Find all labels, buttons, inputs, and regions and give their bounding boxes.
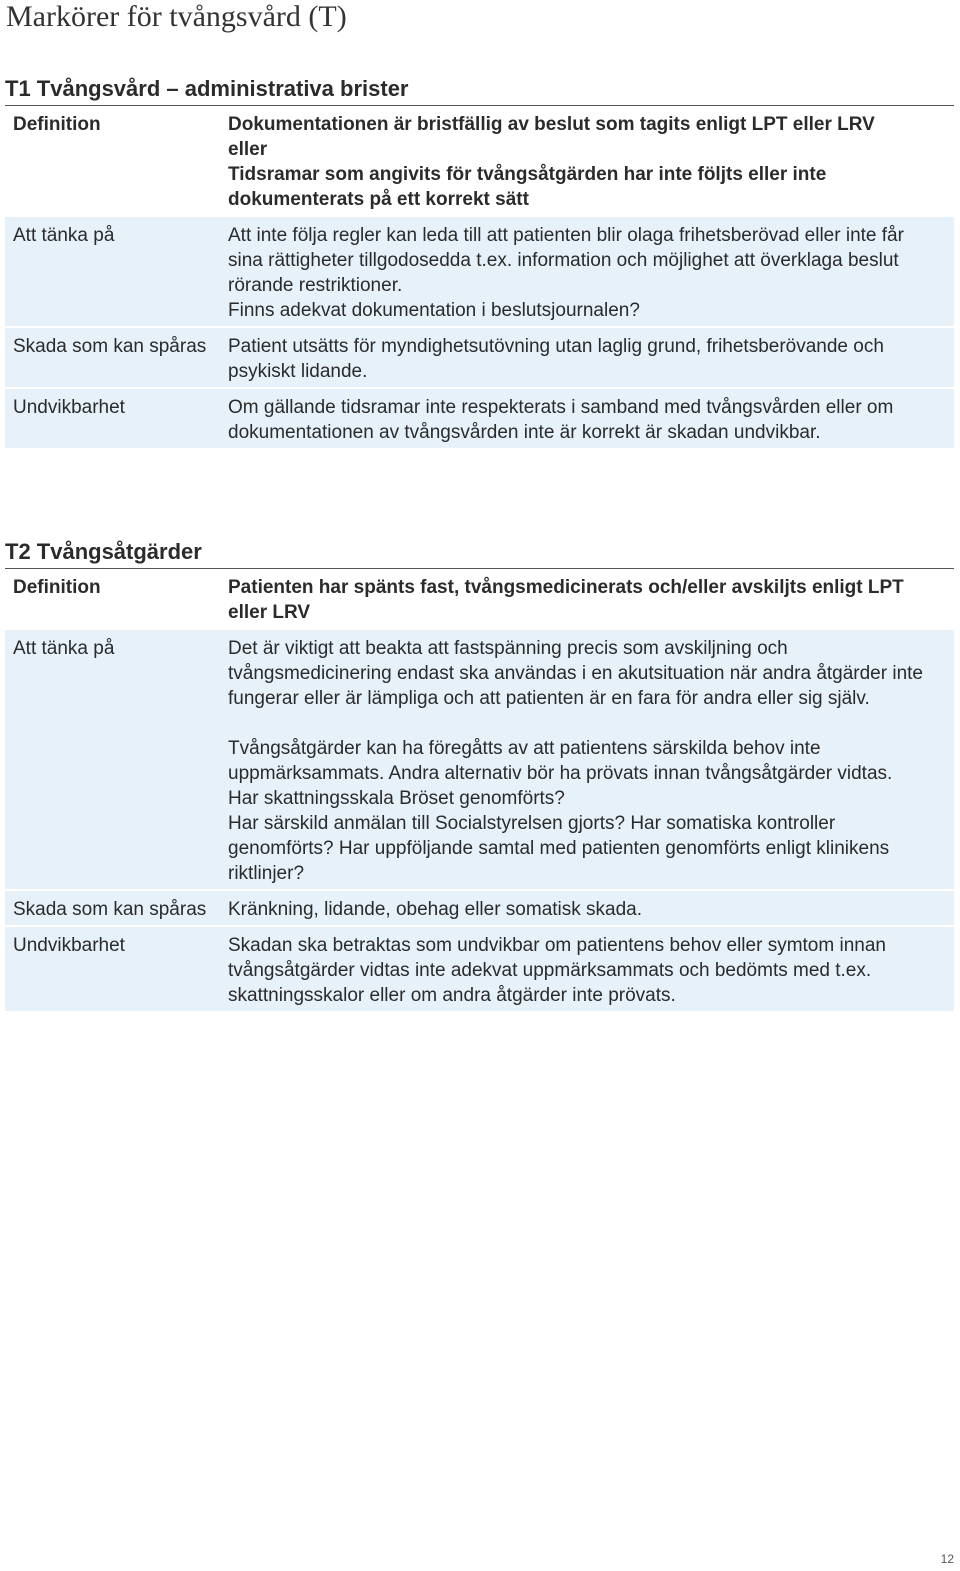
row-content	[228, 933, 954, 1008]
row-text: Har skattningsskala Bröset genomförts?	[228, 788, 565, 809]
table-row-undvikbarhet	[5, 927, 954, 1013]
row-label: Definition	[13, 577, 101, 598]
row-label: Definition	[13, 114, 101, 135]
table-row-skada	[5, 328, 954, 389]
row-label: Undvikbarhet	[13, 397, 125, 418]
page-title: Markörer för tvångsvård (T)	[6, 0, 347, 33]
table-row-undvikbarhet	[5, 389, 954, 450]
table-row-skada	[5, 891, 954, 927]
row-text: Patient utsätts för myndighetsutövning utan laglig grund, frihetsberövande och psykiskt lidande.	[228, 336, 884, 382]
row-content	[228, 223, 954, 323]
row-text: Patienten har spänts fast, tvångsmedicinerats och/eller avskiljts enligt LPT eller LRV	[228, 577, 904, 623]
row-text: Tidsramar som angivits för tvångsåtgärden har inte följts eller inte dokumenterats på ett korrekt sätt	[228, 164, 827, 210]
section-t1	[5, 76, 954, 450]
row-text: Finns adekvat dokumentation i beslutsjournalen?	[228, 300, 640, 321]
row-text: Det är viktigt att beakta att fastspänning precis som avskiljning och tvångsmedicinering endast ska användas i en akutsituation när andra åtgärder inte fungerar eller är lämpliga och att patienten är en fara för andra eller sig själv.	[228, 638, 923, 709]
section-t2	[5, 539, 954, 1013]
row-text: Tvångsåtgärder kan ha föregåtts av att patientens särskilda behov inte uppmärksammats. Andra alternativ bör ha prövats innan tvångsåtgärder vidtas.	[228, 738, 893, 784]
page-number: 12	[940, 1552, 954, 1566]
row-content	[228, 112, 954, 212]
row-label: Skada som kan spåras	[13, 899, 207, 920]
row-text: Kränkning, lidande, obehag eller somatisk skada.	[228, 899, 643, 920]
row-text: eller	[228, 139, 268, 160]
row-content	[228, 636, 954, 886]
row-label: Att tänka på	[13, 638, 115, 659]
row-content	[228, 575, 954, 625]
table-row-definition	[5, 106, 954, 217]
section-heading: T1 Tvångsvård – administrativa brister	[5, 76, 954, 106]
table-row-definition	[5, 569, 954, 630]
row-content	[228, 395, 954, 445]
row-label: Att tänka på	[13, 225, 115, 246]
row-text: Har särskild anmälan till Socialstyrelsen gjorts? Har somatiska kontroller genomförts? Har uppföljande samtal med patienten genomförts enligt klinikens riktlinjer?	[228, 813, 890, 884]
section-heading: T2 Tvångsåtgärder	[5, 539, 954, 569]
row-content	[228, 334, 954, 384]
row-text: Dokumentationen är bristfällig av beslut som tagits enligt LPT eller LRV	[228, 114, 875, 135]
row-text: Att inte följa regler kan leda till att patienten blir olaga frihetsberövad eller inte får sina rättigheter tillgodosedda t.ex. information och möjlighet att överklaga beslut rörande restriktioner.	[228, 225, 904, 296]
row-text: Om gällande tidsramar inte respekterats i samband med tvångsvården eller om dokumentationen av tvångsvården inte är korrekt är skadan undvikbar.	[228, 397, 894, 443]
row-label: Undvikbarhet	[13, 935, 125, 956]
row-label: Skada som kan spåras	[13, 336, 207, 357]
table-row-att-tanka-pa	[5, 217, 954, 328]
table-row-att-tanka-pa	[5, 630, 954, 891]
row-content	[228, 897, 954, 922]
row-text: Skadan ska betraktas som undvikbar om patientens behov eller symtom innan tvångsåtgärder vidtas inte adekvat uppmärksammats och bedömts med t.ex. skattningsskalor eller om andra åtgärder inte prövats.	[228, 935, 886, 1006]
